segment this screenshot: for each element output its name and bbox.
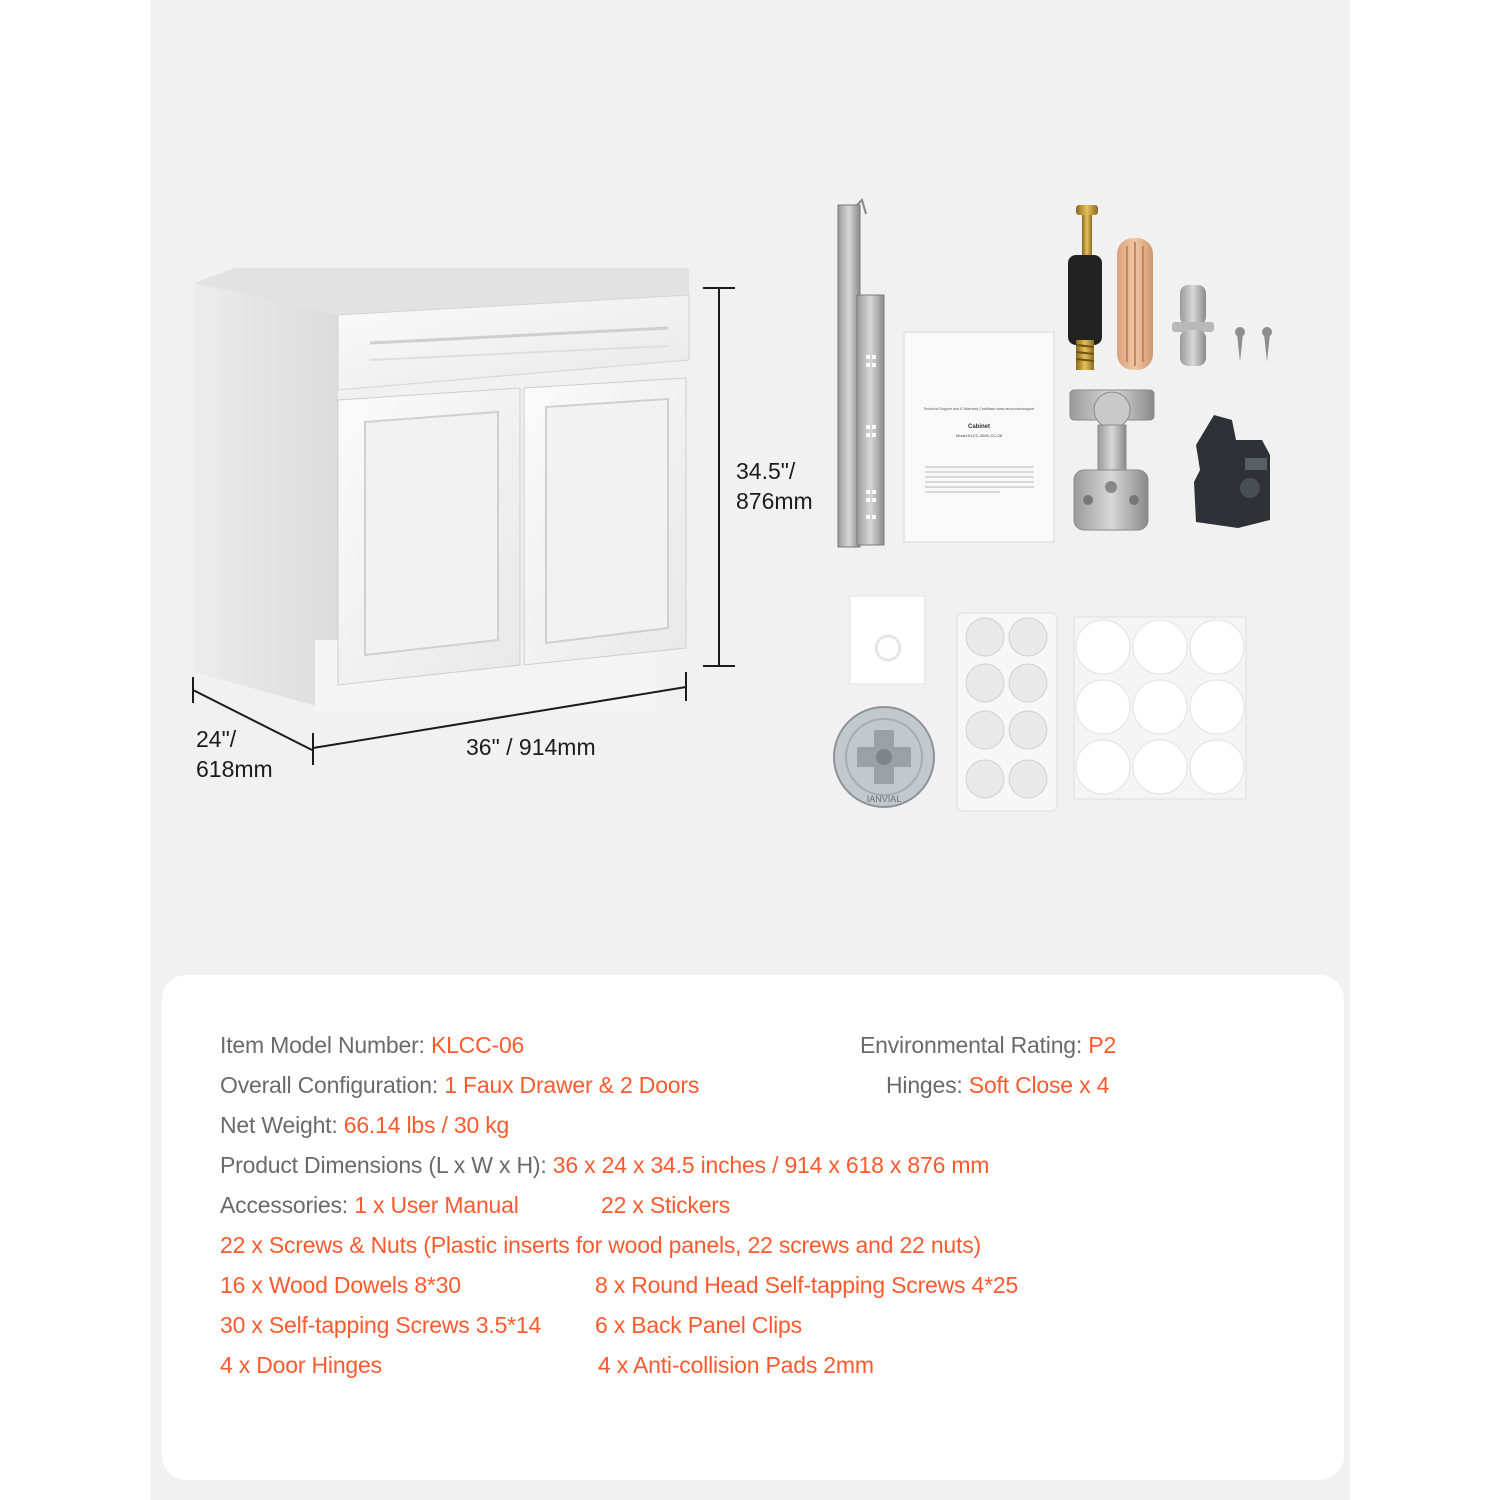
back-panel-clip-image xyxy=(1194,415,1270,528)
sticker-image xyxy=(850,596,925,684)
cam-nut-image xyxy=(834,707,934,807)
spec-dims-label: Product Dimensions (L x W x H): xyxy=(220,1152,547,1178)
spec-model-number xyxy=(220,1032,524,1059)
spec-environmental-rating xyxy=(860,1032,1116,1059)
depth-mm: 618mm xyxy=(196,756,273,782)
height-mm: 876mm xyxy=(736,488,813,514)
spec-configuration xyxy=(220,1072,699,1099)
spec-acc-label: Accessories: xyxy=(220,1192,348,1218)
width-dimension-label: 36" / 914mm xyxy=(466,734,596,760)
accessory-screws-nuts: 22 x Screws & Nuts (Plastic inserts for wood panels, 22 screws and 22 nuts) xyxy=(220,1232,981,1258)
spec-weight-value: 66.14 lbs / 30 kg xyxy=(343,1112,510,1138)
user-manual-image xyxy=(904,332,1054,542)
accessory-wood-dowels: 16 x Wood Dowels 8*30 xyxy=(220,1272,461,1298)
spec-env-label: Environmental Rating: xyxy=(860,1032,1083,1058)
spec-config-label: Overall Configuration: xyxy=(220,1072,439,1098)
cabinet-image xyxy=(194,268,689,712)
spec-hinges-label: Hinges: xyxy=(886,1072,963,1098)
spec-dimensions xyxy=(220,1152,989,1179)
depth-dimension-label xyxy=(196,724,273,784)
cam-nut-text: IANVIAL xyxy=(866,794,902,804)
pad-sheet-image xyxy=(1074,617,1246,799)
spec-hinges xyxy=(886,1072,1109,1099)
spec-config-value: 1 Faux Drawer & 2 Doors xyxy=(444,1072,700,1098)
spec-env-value: P2 xyxy=(1088,1032,1117,1058)
accessory-back-panel-clips: 6 x Back Panel Clips xyxy=(595,1312,802,1338)
spec-hinges-value: Soft Close x 4 xyxy=(968,1072,1110,1098)
accessory-round-head-screws: 8 x Round Head Self-tapping Screws 4*25 xyxy=(595,1272,1019,1298)
anti-collision-pads-image xyxy=(957,613,1057,811)
accessory-anti-collision-pads: 4 x Anti-collision Pads 2mm xyxy=(598,1352,874,1378)
spec-weight-label: Net Weight: xyxy=(220,1112,338,1138)
height-dimension-label xyxy=(736,456,813,516)
cam-bolt-image xyxy=(1068,205,1102,370)
door-hinge-image xyxy=(1070,390,1154,530)
shelf-support-image xyxy=(1172,285,1214,366)
depth-inches: 24"/ xyxy=(196,726,237,752)
accessory-user-manual: 1 x User Manual xyxy=(354,1192,519,1218)
accessory-stickers: 22 x Stickers xyxy=(601,1192,731,1218)
spec-net-weight xyxy=(220,1112,509,1139)
manual-model-text: Model:KLCC-06/KLCC-06 xyxy=(955,433,1003,438)
spec-model-label: Item Model Number: xyxy=(220,1032,425,1058)
accessory-self-tapping-screws: 30 x Self-tapping Screws 3.5*14 xyxy=(220,1312,542,1338)
spec-accessories xyxy=(220,1192,519,1219)
manual-title-text: Cabinet xyxy=(967,424,991,430)
spec-model-value: KLCC-06 xyxy=(430,1032,525,1058)
accessory-door-hinges: 4 x Door Hinges xyxy=(220,1352,382,1378)
height-inches: 34.5"/ xyxy=(736,458,796,484)
drawer-slide-image xyxy=(838,200,884,547)
wood-dowel-image xyxy=(1117,238,1153,370)
screws-image xyxy=(1235,327,1272,362)
manual-header-text: Technical Support and E-Warranty Certificate www.vevor.com/support xyxy=(923,407,1035,411)
spec-dims-value: 36 x 24 x 34.5 inches / 914 x 618 x 876 mm xyxy=(552,1152,990,1178)
